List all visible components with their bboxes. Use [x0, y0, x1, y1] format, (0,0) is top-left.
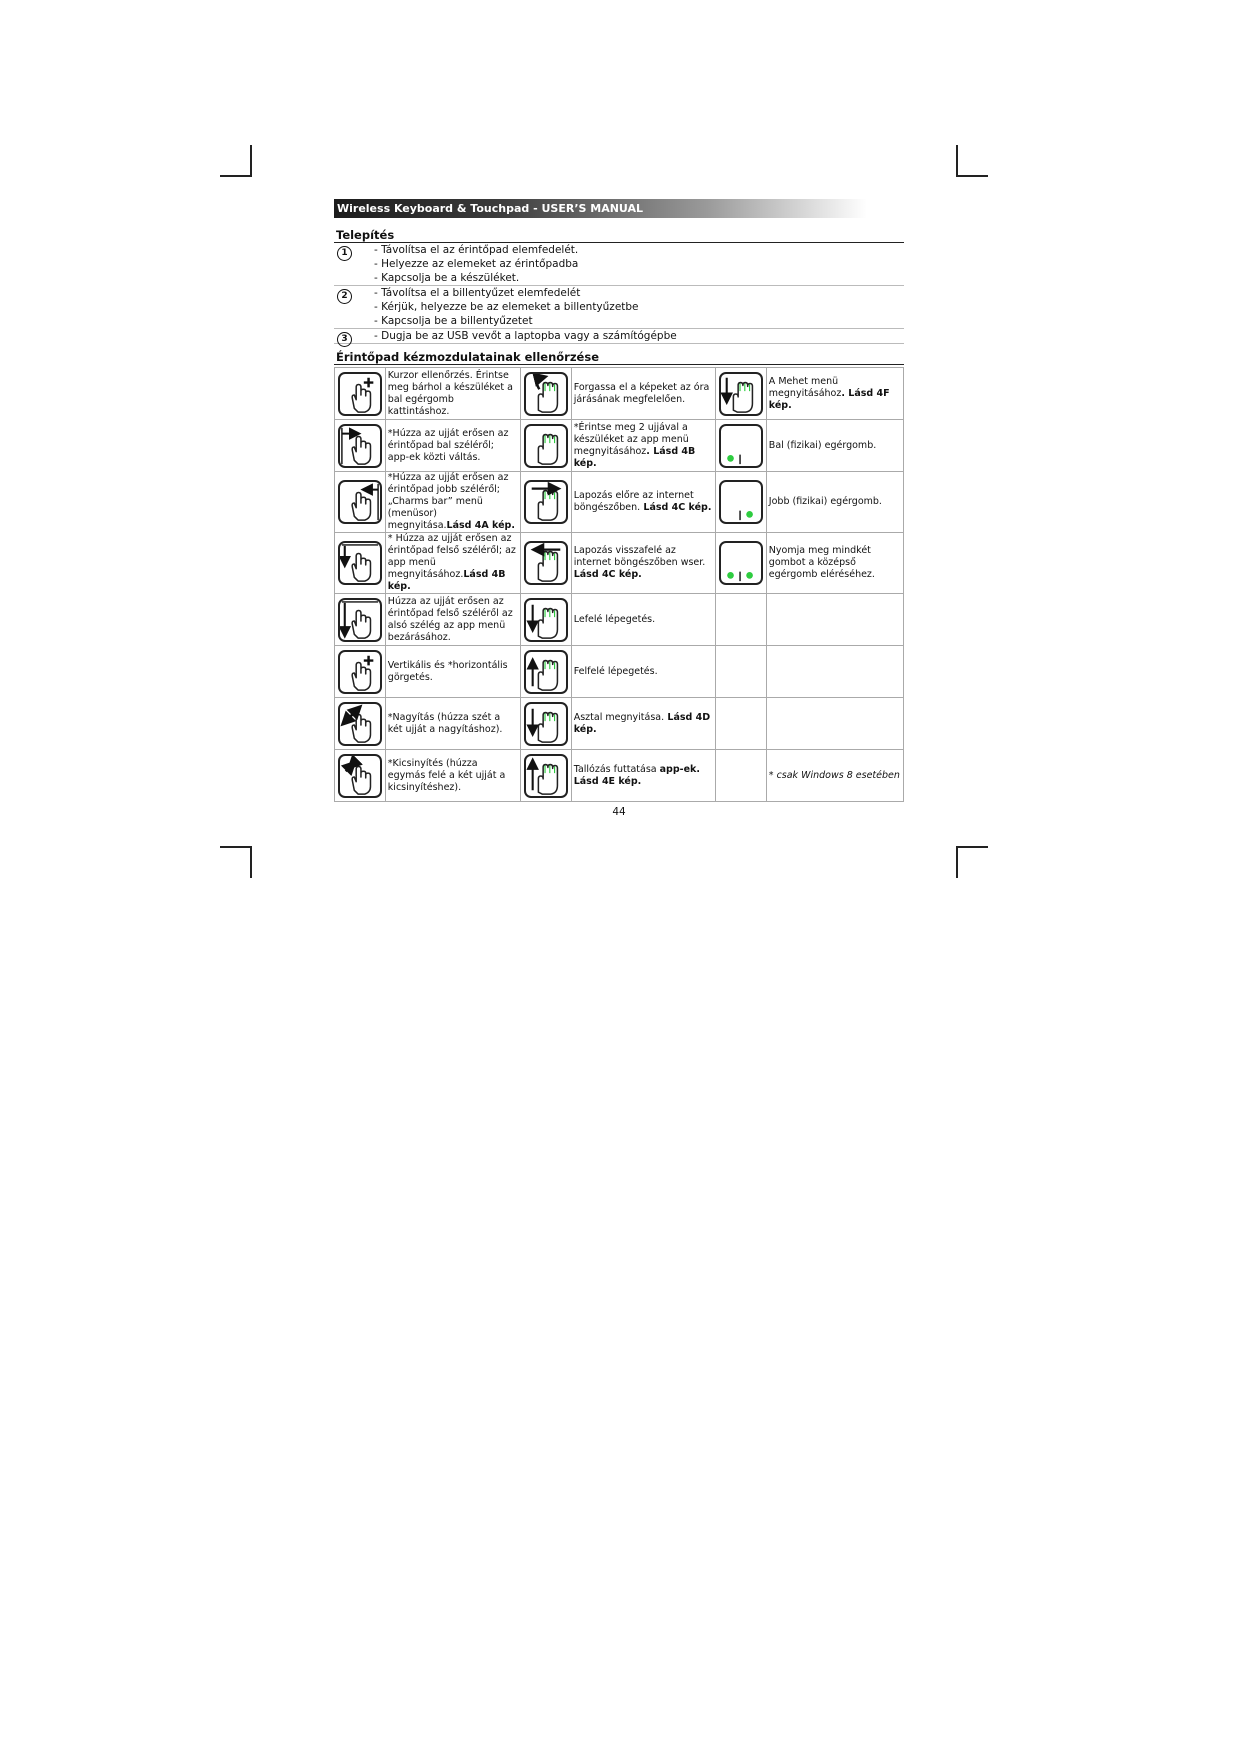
- hand-zoom-in-icon: [338, 702, 382, 746]
- gesture-row: [335, 594, 904, 646]
- gesture-icon-cell: [716, 368, 767, 420]
- gesture-description: A Mehet menü megnyitásához: [768, 375, 842, 399]
- step-line: - Távolítsa el a billentyűzet elemfedelét: [374, 287, 581, 299]
- gesture-description: Bal (fizikai) egérgomb.: [768, 439, 877, 451]
- manual-page: [334, 199, 904, 818]
- hand-three-up-icon: [524, 650, 568, 694]
- gesture-text-cell: [766, 698, 903, 750]
- step-number: [334, 243, 374, 285]
- step-number-circle: 1: [337, 246, 352, 261]
- gesture-icon-cell: [716, 420, 767, 472]
- gesture-text-cell: [766, 368, 903, 420]
- gesture-text-cell: [385, 594, 520, 646]
- step-line: - Kapcsolja be a billentyűzetet: [374, 315, 533, 327]
- hand-swipe-down-close-icon: [338, 598, 382, 642]
- crop-mark: [220, 175, 252, 177]
- gesture-icon-cell: [520, 472, 571, 533]
- gesture-text-cell: [385, 646, 520, 698]
- gesture-text-cell: [385, 472, 520, 533]
- hand-swipe-right-icon: [338, 424, 382, 468]
- gesture-text-cell: [766, 594, 903, 646]
- gesture-text-cell: [385, 368, 520, 420]
- gesture-text-cell: [385, 420, 520, 472]
- hand-desktop-icon: [524, 702, 568, 746]
- gesture-icon-cell: [335, 533, 386, 594]
- gesture-reference: Lásd 4C kép.: [640, 502, 712, 513]
- gesture-description: *Húzza az ujját erősen az érintőpad jobb széléről; „Charms bar” menü (menüsor) megnyitása.: [387, 472, 509, 531]
- hand-arrow-down-icon: [719, 372, 763, 416]
- hand-plus-icon: [338, 372, 382, 416]
- gesture-icon-cell: [335, 472, 386, 533]
- install-step: [334, 329, 904, 344]
- crop-mark: [250, 846, 252, 878]
- gestures-table: [334, 367, 904, 802]
- hand-rotate-icon: [524, 372, 568, 416]
- crop-mark: [956, 145, 958, 177]
- gesture-icon-cell: [520, 594, 571, 646]
- install-step: [334, 286, 904, 329]
- manual-header: Wireless Keyboard & Touchpad - USER’S MANUAL: [334, 199, 867, 218]
- gesture-description: Asztal megnyitása.: [573, 711, 665, 723]
- gesture-reference: Lásd 4B kép.: [387, 569, 506, 592]
- gesture-description: Forgassa el a képeket az óra járásának megfelelően.: [573, 381, 710, 405]
- crop-mark: [956, 846, 988, 848]
- hand-flick-right-icon: [524, 480, 568, 524]
- gesture-description: *Húzza az ujját erősen az érintőpad bal széléről; app-ek közti váltás.: [387, 427, 509, 463]
- gesture-icon-cell: [520, 646, 571, 698]
- gesture-row: [335, 750, 904, 802]
- gesture-icon-cell: [716, 698, 767, 750]
- gesture-text-cell: [571, 533, 715, 594]
- gestures-title: Érintőpad kézmozdulatainak ellenőrzése: [336, 350, 599, 364]
- right-click-icon: [719, 480, 763, 524]
- gesture-description: *Érintse meg 2 ujjával a készüléket az app menü megnyitásához: [573, 421, 689, 457]
- gesture-reference: . Lásd 4B kép.: [573, 445, 696, 469]
- gesture-text-cell: [571, 698, 715, 750]
- gesture-description: Lapozás előre az internet böngészőben.: [573, 490, 694, 513]
- gesture-icon-cell: [716, 646, 767, 698]
- gesture-description: Lefelé lépegetés.: [573, 613, 656, 625]
- gesture-text-cell: [571, 646, 715, 698]
- step-number-circle: 2: [337, 289, 352, 304]
- gesture-description: *Nagyítás (húzza szét a két ujját a nagyításhoz).: [387, 711, 503, 735]
- gesture-row: [335, 533, 904, 594]
- gesture-description: Nyomja meg mindkét gombot a középső egérgomb eléréséhez.: [768, 545, 875, 580]
- hand-zoom-out-icon: [338, 754, 382, 798]
- install-title: Telepítés: [336, 228, 395, 242]
- gesture-row: [335, 368, 904, 420]
- gesture-icon-cell: [716, 472, 767, 533]
- gesture-text-cell: [766, 472, 903, 533]
- gesture-description: * csak Windows 8 esetében: [768, 769, 900, 781]
- gesture-icon-cell: [520, 750, 571, 802]
- gesture-text-cell: [571, 420, 715, 472]
- gesture-reference: Lásd 4C kép.: [573, 569, 642, 580]
- gesture-text-cell: [571, 472, 715, 533]
- step-line: - Dugja be az USB vevőt a laptopba vagy a számítógépbe: [374, 330, 677, 342]
- crop-mark: [956, 175, 988, 177]
- gesture-row: [335, 420, 904, 472]
- hand-swipe-left-icon: [338, 480, 382, 524]
- gesture-text-cell: [766, 533, 903, 594]
- gesture-text-cell: [766, 420, 903, 472]
- gesture-icon-cell: [520, 368, 571, 420]
- step-lines: [374, 243, 904, 285]
- gesture-description: Tallózás futtatása: [573, 763, 660, 775]
- crop-mark: [250, 145, 252, 177]
- gesture-icon-cell: [335, 594, 386, 646]
- gesture-text-cell: [766, 750, 903, 802]
- gesture-row: [335, 698, 904, 750]
- gesture-icon-cell: [335, 646, 386, 698]
- gesture-icon-cell: [716, 533, 767, 594]
- step-line: - Kapcsolja be a készüléket.: [374, 272, 520, 284]
- page-number: 44: [612, 806, 626, 818]
- gesture-icon-cell: [335, 698, 386, 750]
- gesture-description: Húzza az ujját erősen az érintőpad felső széléről az alsó szélég az app menü bezárásához.: [387, 595, 513, 643]
- gesture-icon-cell: [335, 750, 386, 802]
- step-line: - Távolítsa el az érintőpad elemfedelét.: [374, 244, 579, 256]
- hand-swipe-down-icon: [338, 541, 382, 585]
- gesture-reference: . Lásd 4F kép.: [768, 387, 890, 411]
- gesture-reference: Lásd 4A kép.: [446, 520, 515, 531]
- gesture-description: Vertikális és *horizontális görgetés.: [387, 659, 508, 683]
- gesture-icon-cell: [520, 420, 571, 472]
- install-steps: [334, 243, 904, 344]
- hand-flick-left-icon: [524, 541, 568, 585]
- gesture-reference: Lásd 4D kép.: [573, 711, 711, 735]
- divider: [334, 364, 904, 365]
- hand-two-finger-icon: [524, 424, 568, 468]
- gesture-row: [335, 472, 904, 533]
- gesture-row: [335, 646, 904, 698]
- crop-mark: [956, 846, 958, 878]
- gesture-icon-cell: [520, 533, 571, 594]
- gesture-text-cell: [571, 594, 715, 646]
- gesture-text-cell: [571, 750, 715, 802]
- gesture-text-cell: [385, 750, 520, 802]
- left-click-icon: [719, 424, 763, 468]
- step-lines: [374, 329, 904, 343]
- gesture-description: Kurzor ellenőrzés. Érintse meg bárhol a készüléket a bal egérgomb kattintáshoz.: [387, 369, 513, 417]
- gesture-description: *Kicsinyítés (húzza egymás felé a két ujját a kicsinyítéshez).: [387, 757, 506, 793]
- gesture-text-cell: [571, 368, 715, 420]
- gesture-icon-cell: [716, 750, 767, 802]
- hand-three-down-icon: [524, 598, 568, 642]
- gesture-description: Jobb (fizikai) egérgomb.: [768, 496, 882, 507]
- gesture-icon-cell: [520, 698, 571, 750]
- crop-mark: [220, 846, 252, 848]
- gesture-icon-cell: [335, 368, 386, 420]
- middle-click-icon: [719, 541, 763, 585]
- gesture-text-cell: [385, 533, 520, 594]
- step-number-circle: 3: [337, 332, 352, 347]
- gesture-icon-cell: [716, 594, 767, 646]
- step-line: - Helyezze az elemeket az érintőpadba: [374, 258, 579, 270]
- gesture-icon-cell: [335, 420, 386, 472]
- step-lines: [374, 286, 904, 328]
- gesture-reference: app-ek. Lásd 4E kép.: [573, 763, 700, 787]
- gesture-text-cell: [766, 646, 903, 698]
- step-line: - Kérjük, helyezze be az elemeket a billentyűzetbe: [374, 301, 639, 313]
- step-number: [334, 286, 374, 328]
- hand-apps-up-icon: [524, 754, 568, 798]
- install-step: [334, 243, 904, 286]
- step-number: [334, 329, 374, 343]
- gesture-text-cell: [385, 698, 520, 750]
- gesture-description: * Húzza az ujját erősen az érintőpad felső széléről; az app menü megnyitásához.: [387, 533, 516, 580]
- gesture-description: Felfelé lépegetés.: [573, 665, 658, 677]
- hand-scroll-icon: [338, 650, 382, 694]
- gesture-description: Lapozás visszafelé az internet böngészőben wser.: [573, 545, 706, 568]
